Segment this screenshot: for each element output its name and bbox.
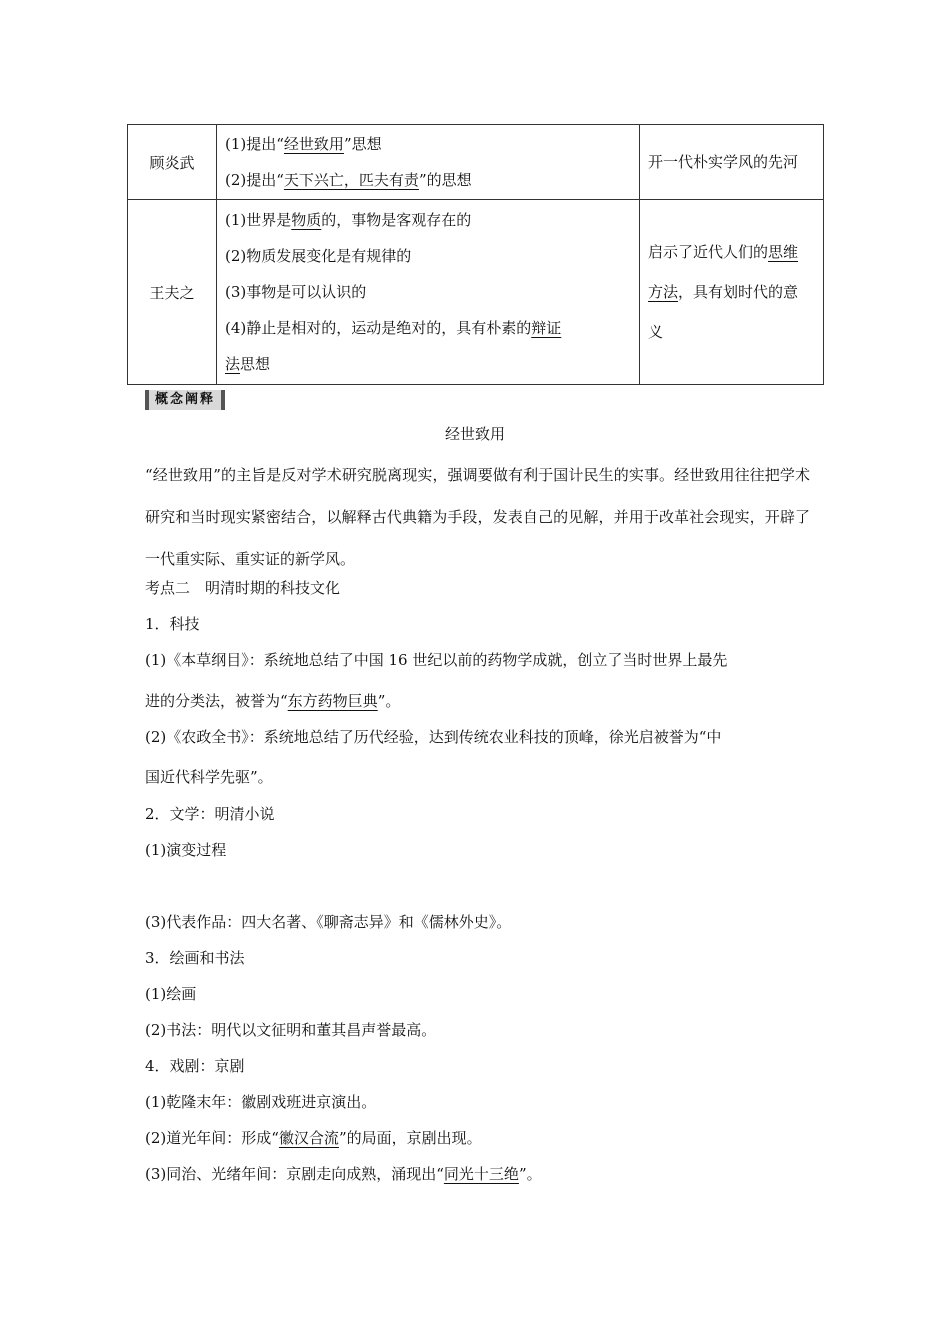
concept-title: 经世致用 [444, 425, 505, 443]
underlined-term: 物质 [291, 211, 322, 229]
idea-line: (3)事物是可以认识的 [225, 283, 367, 301]
text-line: 国近代科学先驱”。 [145, 768, 273, 786]
text-line: (3)代表作品：四大名著、《聊斋志异》和《儒林外史》。 [145, 913, 512, 931]
idea-line: (1)提出“经世致用”思想 [225, 135, 382, 153]
text-line: (2)《农政全书》：系统地总结了历代经验，达到传统农业科技的顶峰，徐光启被誉为“中 [145, 728, 722, 746]
thinker-name: 顾炎武 [128, 125, 217, 200]
text-line: (1)绘画 [145, 985, 197, 1003]
thinker-impact: 开一代朴实学风的先河 [640, 125, 824, 200]
underlined-term: 思维 [768, 243, 799, 261]
underlined-term: 法 [225, 355, 241, 373]
table-row [128, 200, 824, 385]
thinker-impact: 启示了近代人们的思维 方法，具有划时代的意 义 [640, 200, 824, 385]
text-line: (1)演变过程 [145, 841, 227, 859]
concept-paragraph: “经世致用”的主旨是反对学术研究脱离现实，强调要做有利于国计民生的实事。经世致用往往把学术研究和当时现实紧密结合，以解释古代典籍为手段，发表自己的见解，并用于改革社会现实，开辟了一代重实际、重实证的新学风。 [145, 466, 810, 568]
subsection-heading: 4．戏剧：京剧 [145, 1057, 245, 1075]
text-line: (2)书法：明代以文征明和董其昌声誉最高。 [145, 1021, 437, 1039]
idea-line: (4)静止是相对的，运动是绝对的，具有朴素的辩证 [225, 319, 562, 337]
underlined-term: 经世致用 [283, 135, 344, 153]
text-line: (1)乾隆末年：徽剧戏班进京演出。 [145, 1093, 377, 1111]
table-row [128, 125, 824, 200]
idea-line: 法思想 [225, 355, 271, 373]
thinker-name: 王夫之 [128, 200, 217, 385]
thinkers-table [127, 124, 824, 385]
subsection-heading: 1．科技 [145, 615, 200, 633]
text-line: (3)同治、光绪年间：京剧走向成熟，涌现出“同光十三绝”。 [145, 1165, 542, 1183]
underlined-term: 天下兴亡，匹夫有责 [283, 171, 419, 189]
underlined-term: 东方药物巨典 [287, 692, 378, 710]
idea-line: (1)世界是物质的，事物是客观存在的 [225, 211, 472, 229]
subsection-heading: 3．绘画和书法 [145, 949, 245, 967]
text-line: 进的分类法，被誉为“东方药物巨典”。 [145, 692, 401, 710]
thinker-ideas [217, 125, 640, 200]
underlined-term: 方法 [648, 283, 679, 301]
text-line: (2)道光年间：形成“徽汉合流”的局面，京剧出现。 [145, 1129, 482, 1147]
subsection-heading: 2．文学：明清小说 [145, 805, 275, 823]
underlined-term: 同光十三绝 [443, 1165, 519, 1183]
underlined-term: 辩证 [531, 319, 562, 337]
concept-badge: 概念阐释 [145, 390, 225, 410]
underlined-term: 徽汉合流 [278, 1129, 339, 1147]
idea-line: (2)物质发展变化是有规律的 [225, 247, 412, 265]
section-heading: 考点二 明清时期的科技文化 [145, 579, 341, 597]
text-line: (1)《本草纲目》：系统地总结了中国 16 世纪以前的药物学成就，创立了当时世界上最先 [145, 651, 728, 669]
idea-line: (2)提出“天下兴亡，匹夫有责”的思想 [225, 171, 472, 189]
thinker-ideas [217, 200, 640, 385]
